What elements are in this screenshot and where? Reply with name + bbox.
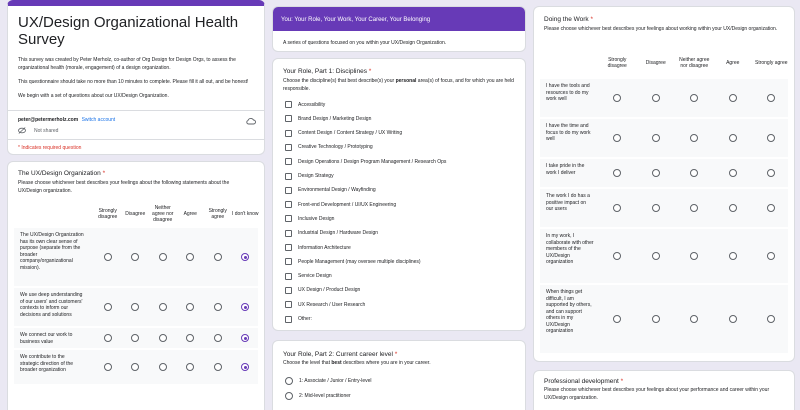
discipline-option-label: Information Architecture — [298, 244, 351, 251]
grid-radio-button[interactable] — [652, 204, 660, 212]
grid-radio-button[interactable] — [241, 253, 249, 261]
checkbox[interactable] — [285, 201, 292, 208]
column-header: Strongly disagree — [98, 208, 118, 220]
grid-radio-button[interactable] — [186, 363, 194, 371]
discipline-option-label: People Management (may oversee multiple disciplines) — [298, 258, 421, 265]
checkbox[interactable] — [285, 115, 292, 122]
column-header: Strongly agree — [754, 60, 788, 66]
form-header-card — [7, 0, 265, 155]
career-level-option-label: 2: Mid-level practitioner — [299, 393, 351, 399]
grid-row-label: I have the tools and resources to do my work well — [546, 83, 590, 102]
header-divider — [8, 110, 264, 111]
grid-radio-button[interactable] — [186, 303, 194, 311]
disciplines-question-card — [272, 58, 526, 331]
grid-row — [540, 119, 788, 157]
checkbox[interactable] — [285, 144, 292, 151]
grid-row-label: In my work, I collaborate with other members of the UX/Design organization — [546, 233, 594, 265]
grid-row — [540, 189, 788, 227]
grid-radio-button[interactable] — [214, 363, 222, 371]
discipline-option-label: Inclusive Design — [298, 215, 335, 222]
discipline-option[interactable] — [285, 201, 396, 208]
discipline-option-label: Environmental Design / Wayfinding — [298, 187, 376, 194]
grid-radio-button[interactable] — [241, 363, 249, 371]
grid-radio-button[interactable] — [729, 169, 737, 177]
grid-row — [14, 328, 258, 348]
career-level-options — [285, 377, 517, 410]
discipline-option-label: Industrial Design / Hardware Design — [298, 230, 379, 237]
checkbox[interactable] — [285, 287, 292, 294]
work-question-grid — [540, 49, 788, 361]
column-header: Strongly agree — [208, 208, 227, 220]
grid-radio-button[interactable] — [690, 252, 698, 260]
grid-radio-button[interactable] — [767, 252, 775, 260]
discipline-option[interactable] — [285, 301, 365, 308]
prof-dev-question-card — [533, 370, 795, 410]
career-level-title: Your Role, Part 2: Current career level * — [283, 351, 398, 358]
grid-radio-button[interactable] — [131, 303, 139, 311]
grid-row — [540, 229, 788, 283]
grid-row — [540, 285, 788, 353]
grid-radio-button[interactable] — [613, 169, 621, 177]
discipline-option-label: Other: — [298, 316, 312, 322]
column-header: Neither agree nor disagree — [152, 205, 174, 223]
discipline-option[interactable] — [285, 101, 325, 108]
grid-radio-button[interactable] — [159, 303, 167, 311]
career-level-option[interactable] — [285, 392, 351, 400]
grid-radio-button[interactable] — [241, 334, 249, 342]
cloud-icon — [246, 117, 256, 125]
section-description: A series of questions focused on you within your UX/Design Organization. — [283, 40, 447, 46]
grid-radio-button[interactable] — [767, 169, 775, 177]
form-intro-1: This survey was created by Peter Merholz, co-author of Org Design for Design Orgs, to assess the organizational health (morale, engagement) of a design organization. — [18, 57, 236, 71]
grid-radio-button[interactable] — [729, 252, 737, 260]
discipline-option[interactable] — [285, 287, 360, 294]
grid-radio-button[interactable] — [186, 334, 194, 342]
grid-row — [14, 228, 258, 286]
column-header: Agree — [726, 60, 740, 66]
checkbox[interactable] — [285, 301, 292, 308]
grid-radio-button[interactable] — [214, 334, 222, 342]
grid-radio-button[interactable] — [241, 303, 249, 311]
grid-radio-button[interactable] — [159, 363, 167, 371]
grid-radio-button[interactable] — [131, 363, 139, 371]
required-note: * Indicates required question — [18, 145, 82, 151]
discipline-option-label: Service Design — [298, 273, 332, 280]
grid-radio-button[interactable] — [652, 94, 660, 102]
grid-radio-button[interactable] — [767, 315, 775, 323]
career-level-option[interactable] — [285, 377, 372, 385]
prof-dev-title: Professional development * — [544, 378, 624, 385]
section-banner: You: Your Role, Your Work, Your Career, Your Belonging — [273, 7, 525, 31]
grid-radio-button[interactable] — [159, 334, 167, 342]
radio-button[interactable] — [285, 377, 293, 385]
account-row — [18, 116, 115, 124]
grid-radio-button[interactable] — [690, 169, 698, 177]
prof-dev-description: Please choose whichever best describes your feelings about your performance and career within your UX/Design organization. — [544, 387, 770, 401]
grid-radio-button[interactable] — [690, 94, 698, 102]
career-level-description: Choose the level that best describes where you are in your career. — [283, 360, 431, 366]
disciplines-question-description: Choose the discipline(s) that best describe(s) your personal area(s) of focus, and for which you are held responsible. — [283, 78, 514, 92]
account-email: peter@petermerholz.com — [18, 117, 79, 123]
switch-account-link[interactable]: Switch account — [81, 117, 116, 123]
discipline-option-label: Design Operations / Design Program Management / Research Ops — [298, 158, 447, 165]
discipline-option-label: Accessibility — [298, 101, 326, 108]
work-question-card — [533, 6, 795, 362]
header-divider-2 — [8, 139, 264, 140]
disciplines-options — [285, 101, 517, 331]
discipline-option[interactable] — [285, 258, 421, 265]
grid-radio-button[interactable] — [652, 315, 660, 323]
career-level-option-label: 1: Associate / Junior / Entry-level — [299, 378, 372, 384]
career-level-question-card — [272, 340, 526, 410]
work-question-description: Please choose whichever best describes your feelings about working within your UX/Design organization. — [544, 26, 778, 32]
grid-row-label: The work I do has a positive impact on our users — [546, 193, 590, 212]
discipline-option-label: Creative Technology / Prototyping — [298, 144, 373, 151]
grid-row-label: I have the time and focus to do my work well — [546, 123, 591, 142]
checkbox[interactable] — [285, 258, 292, 265]
grid-row — [14, 350, 258, 384]
not-shared-label: Not shared — [34, 128, 59, 134]
column-header: I don't know — [231, 211, 259, 217]
form-column-2 — [272, 0, 526, 410]
checkbox[interactable] — [285, 187, 292, 194]
section-header-card — [272, 6, 526, 52]
discipline-option-label: UX Design / Product Design — [298, 287, 361, 294]
checkbox[interactable] — [285, 230, 292, 237]
discipline-option[interactable] — [285, 173, 334, 180]
checkbox[interactable] — [285, 101, 292, 108]
grid-row-label: I take pride in the work I deliver — [546, 163, 585, 176]
grid-radio-button[interactable] — [214, 303, 222, 311]
discipline-option-label: Front-end Development / UI/UX Engineering — [298, 201, 397, 208]
column-header: Disagree — [125, 211, 146, 217]
discipline-option[interactable] — [285, 115, 371, 122]
work-question-title: Doing the Work * — [544, 16, 594, 23]
checkbox[interactable] — [285, 158, 292, 165]
column-header: Agree — [183, 211, 197, 217]
form-title: UX/Design Organizational Health Survey — [18, 14, 239, 48]
grid-radio-button[interactable] — [729, 134, 737, 142]
radio-button[interactable] — [285, 392, 293, 400]
grid-radio-button[interactable] — [613, 134, 621, 142]
discipline-option[interactable] — [285, 230, 378, 237]
grid-row-label: The UX/Design Organization has its own clear sense of purpose (separate from the broader company/organizational mission). — [20, 232, 84, 271]
grid-radio-button[interactable] — [729, 94, 737, 102]
grid-radio-button[interactable] — [104, 303, 112, 311]
discipline-option[interactable] — [285, 187, 376, 194]
discipline-option-label: UX Research / User Research — [298, 301, 366, 308]
checkbox[interactable] — [285, 273, 292, 280]
checkbox[interactable] — [285, 316, 292, 323]
checkbox[interactable] — [285, 130, 292, 137]
grid-radio-button[interactable] — [729, 204, 737, 212]
discipline-option[interactable] — [285, 273, 332, 280]
crossed-out-eye-icon — [18, 127, 26, 134]
grid-radio-button[interactable] — [729, 315, 737, 323]
org-question-title: The UX/Design Organization * — [18, 170, 106, 177]
grid-radio-button[interactable] — [690, 315, 698, 323]
form-intro-2: This questionnaire should take no more than 10 minutes to complete. Please fill it all out, and be honest! — [18, 79, 249, 85]
org-question-card — [7, 161, 265, 410]
grid-row — [14, 288, 258, 326]
org-question-grid — [14, 202, 258, 410]
grid-radio-button[interactable] — [613, 94, 621, 102]
grid-row-label: We use deep understanding of our users' and customers' contexts to inform our decisions and solutions — [20, 292, 83, 318]
grid-radio-button[interactable] — [767, 204, 775, 212]
disciplines-question-title: Your Role, Part 1: Disciplines * — [283, 68, 372, 75]
grid-radio-button[interactable] — [767, 134, 775, 142]
discipline-option[interactable] — [285, 158, 446, 165]
grid-row-label: We connect our work to business value — [20, 332, 73, 345]
grid-radio-button[interactable] — [613, 315, 621, 323]
column-header: Strongly disagree — [607, 57, 627, 69]
grid-radio-button[interactable] — [131, 334, 139, 342]
grid-row-label: When things get difficult, I am supported by others, and can support others in my UX/Design organization — [546, 289, 592, 334]
grid-radio-button[interactable] — [613, 204, 621, 212]
discipline-option[interactable] — [285, 215, 334, 222]
grid-radio-button[interactable] — [131, 253, 139, 261]
grid-radio-button[interactable] — [652, 134, 660, 142]
form-column-1 — [7, 0, 265, 410]
grid-radio-button[interactable] — [214, 253, 222, 261]
grid-radio-button[interactable] — [104, 363, 112, 371]
grid-row — [540, 79, 788, 117]
discipline-option[interactable] — [285, 244, 351, 251]
grid-radio-button[interactable] — [104, 253, 112, 261]
checkbox[interactable] — [285, 173, 292, 180]
checkbox[interactable] — [285, 244, 292, 251]
grid-row-label: We contribute to the strategic direction of the broader organization — [20, 354, 74, 373]
discipline-option-label: Brand Design / Marketing Design — [298, 115, 372, 122]
grid-radio-button[interactable] — [104, 334, 112, 342]
discipline-option-label: Design Strategy — [298, 173, 334, 179]
grid-radio-button[interactable] — [652, 169, 660, 177]
form-intro-3: We begin with a set of questions about our UX/Design Organization. — [18, 93, 169, 99]
org-question-description: Please choose whichever best describes your feelings about the following statements about the UX/Design organization. — [18, 180, 230, 194]
discipline-option-label: Content Design / Content Strategy / UX Writing — [298, 130, 403, 137]
checkbox[interactable] — [285, 215, 292, 222]
grid-radio-button[interactable] — [159, 253, 167, 261]
grid-radio-button[interactable] — [690, 204, 698, 212]
discipline-option[interactable] — [285, 316, 312, 323]
grid-row — [540, 159, 788, 187]
grid-radio-button[interactable] — [652, 252, 660, 260]
column-header: Neither agree nor disagree — [679, 57, 710, 69]
discipline-option[interactable] — [285, 130, 402, 137]
grid-radio-button[interactable] — [613, 252, 621, 260]
column-header: Disagree — [645, 60, 666, 66]
grid-radio-button[interactable] — [767, 94, 775, 102]
discipline-option[interactable] — [285, 144, 373, 151]
form-column-3 — [533, 0, 795, 410]
grid-radio-button[interactable] — [690, 134, 698, 142]
grid-radio-button[interactable] — [186, 253, 194, 261]
